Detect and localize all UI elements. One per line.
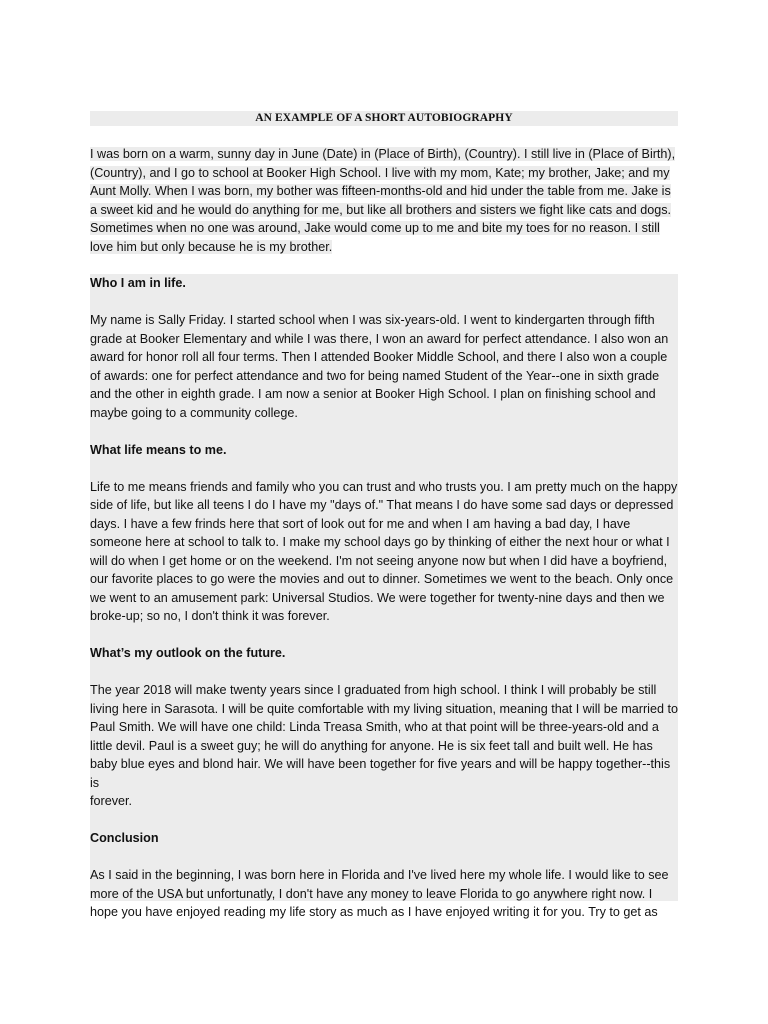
intro-line: I was born on a warm, sunny day in June (Date) in (Place of Birth), (Country). I still live in (Place of Birth), xyxy=(90,147,676,161)
intro-line: a sweet kid and he would do anything for me, but like all brothers and sisters we fight like cats and dogs. xyxy=(90,202,672,217)
section-line: maybe going to a community college. xyxy=(90,405,298,420)
sections-block xyxy=(90,274,678,919)
intro-line: (Country), and I go to school at Booker High School. I live with my mom, Kate; my brother, Jake; and my xyxy=(90,165,670,180)
section-heading: Who I am in life. xyxy=(90,276,186,290)
document-title: AN EXAMPLE OF A SHORT AUTOBIOGRAPHY xyxy=(90,111,678,126)
section-line: our favorite places to go were the movies and out to dinner. Sometimes we went to the beach. Only once xyxy=(90,572,674,586)
section-line: living here in Sarasota. I will be quite comfortable with my living situation, meaning that I will be married to xyxy=(90,701,678,716)
section-line: award for honor roll all four terms. Then I attended Booker Middle School, and there I also won a couple xyxy=(90,350,668,364)
section-line: grade at Booker Elementary and while I was there, I won an award for perfect attendance. I also won an xyxy=(90,331,669,346)
section-line: someone here at school to talk to. I make my school days go by thinking of either the next hour or what I xyxy=(90,535,670,549)
section-line: hope you have enjoyed reading my life story as much as I have enjoyed writing it for you. Try to get as xyxy=(90,905,658,919)
section-line: As I said in the beginning, I was born here in Florida and I've lived here my whole life. I would like to see xyxy=(90,868,669,882)
intro-line: love him but only because he is my brother. xyxy=(90,239,333,254)
section-line: and the other in eighth grade. I am now a senior at Booker High School. I plan on finishing school and xyxy=(90,387,656,401)
section-line: broke-up; so no, I don't think it was forever. xyxy=(90,609,330,623)
section-line: side of life, but like all teens I do I have my "days of." That means I do have some sad days or depressed xyxy=(90,498,674,512)
section-line: Life to me means friends and family who you can trust and who trusts you. I am pretty much on the happy xyxy=(90,479,678,494)
section-line: we went to an amusement park: Universal Studios. We were together for twenty-nine days and then we xyxy=(90,590,665,605)
section-line: more of the USA but unfortunatly, I don't have any money to leave Florida to go anywhere right now. I xyxy=(90,886,653,901)
section-heading: What life means to me. xyxy=(90,442,227,457)
section-line: days. I have a few frinds here that sort of look out for me and when I am having a bad day, I have xyxy=(90,516,631,531)
intro-paragraph xyxy=(90,145,682,256)
section-line: baby blue eyes and blond hair. We will have been together for five years and will be happy together--this is xyxy=(90,757,671,790)
section-line: Paul Smith. We will have one child: Linda Treasa Smith, who at that point will be three-years-old and a xyxy=(90,720,659,734)
section-line: little devil. Paul is a sweet guy; he will do anything for anyone. He is six feet tall and built well. He has xyxy=(90,738,653,753)
section-line: The year 2018 will make twenty years since I graduated from high school. I think I will probably be still xyxy=(90,683,657,697)
intro-line: Sometimes when no one was around, Jake would come up to me and bite my toes for no reason. I still xyxy=(90,221,660,235)
section-line: forever. xyxy=(90,794,132,808)
intro-line: Aunt Molly. When I was born, my bother was fifteen-months-old and hid under the table from me. Jake is xyxy=(90,184,671,198)
section-heading: Conclusion xyxy=(90,831,159,845)
section-line: My name is Sally Friday. I started school when I was six-years-old. I went to kindergarten through fifth xyxy=(90,313,655,327)
section-line: of awards: one for perfect attendance and two for being named Student of the Year--one in sixth grade xyxy=(90,368,660,383)
section-line: will do when I get home or on the weekend. I'm not seeing anyone now but when I did have a boyfriend, xyxy=(90,553,668,568)
section-heading: What’s my outlook on the future. xyxy=(90,646,286,660)
